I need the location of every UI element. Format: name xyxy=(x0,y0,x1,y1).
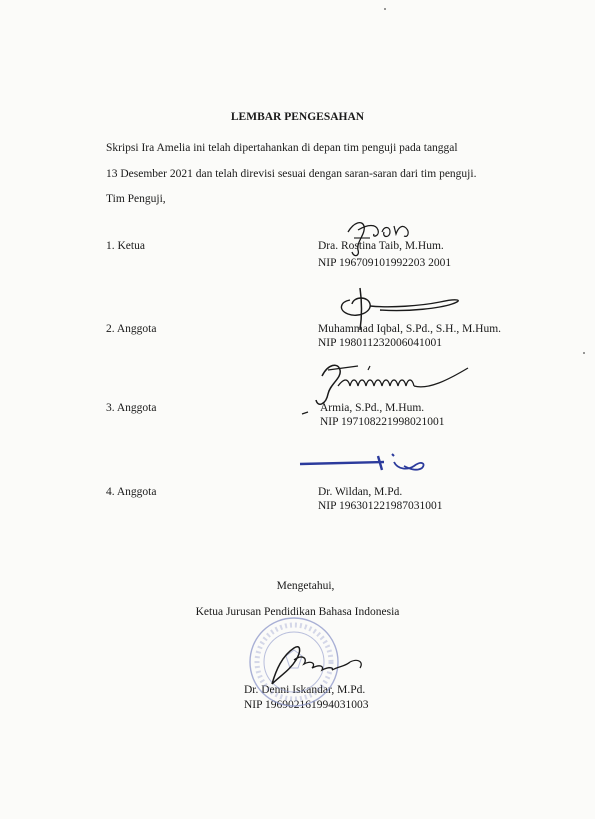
examiner-role: 4. Anggota xyxy=(106,486,157,498)
approval-name: Dr. Denni Iskandar, M.Pd. xyxy=(244,684,366,696)
examiner-role: 2. Anggota xyxy=(106,323,157,335)
approval-label: Mengetahui, xyxy=(276,580,335,592)
examiner-nip: NIP 196301221987031001 xyxy=(318,500,443,512)
signature-examiner-3 xyxy=(298,356,478,416)
examiner-name: Dr. Wildan, M.Pd. xyxy=(318,486,403,498)
page-title: LEMBAR PENGESAHAN xyxy=(230,111,365,123)
approval-nip: NIP 196902161994031003 xyxy=(244,699,369,711)
signature-approval xyxy=(250,640,370,690)
examiner-nip: NIP 198011232006041001 xyxy=(318,337,443,349)
examiner-nip: NIP 196709101992203 2001 xyxy=(318,257,452,269)
intro-line-1: Skripsi Ira Amelia ini telah dipertahankan di depan tim penguji pada tanggal xyxy=(106,142,458,154)
intro-line-2: 13 Desember 2021 dan telah direvisi sesuai dengan saran-saran dari tim penguji. xyxy=(106,168,477,180)
signature-examiner-4 xyxy=(298,448,438,478)
examiner-name: Dra. Rostina Taib, M.Hum. xyxy=(318,240,444,252)
examiner-name: Armia, S.Pd., M.Hum. xyxy=(320,402,425,414)
examiner-role: 1. Ketua xyxy=(106,240,145,252)
scan-speck xyxy=(384,8,386,10)
examiner-nip: NIP 197108221998021001 xyxy=(320,416,445,428)
scan-speck xyxy=(583,352,585,354)
team-label: Tim Penguji, xyxy=(106,193,166,205)
signature-examiner-1 xyxy=(336,212,426,262)
signature-examiner-2 xyxy=(330,282,470,332)
examiner-name: Muhammad Iqbal, S.Pd., S.H., M.Hum. xyxy=(318,323,502,335)
examiner-role: 3. Anggota xyxy=(106,402,157,414)
approval-position: Ketua Jurusan Pendidikan Bahasa Indonesia xyxy=(195,606,400,618)
